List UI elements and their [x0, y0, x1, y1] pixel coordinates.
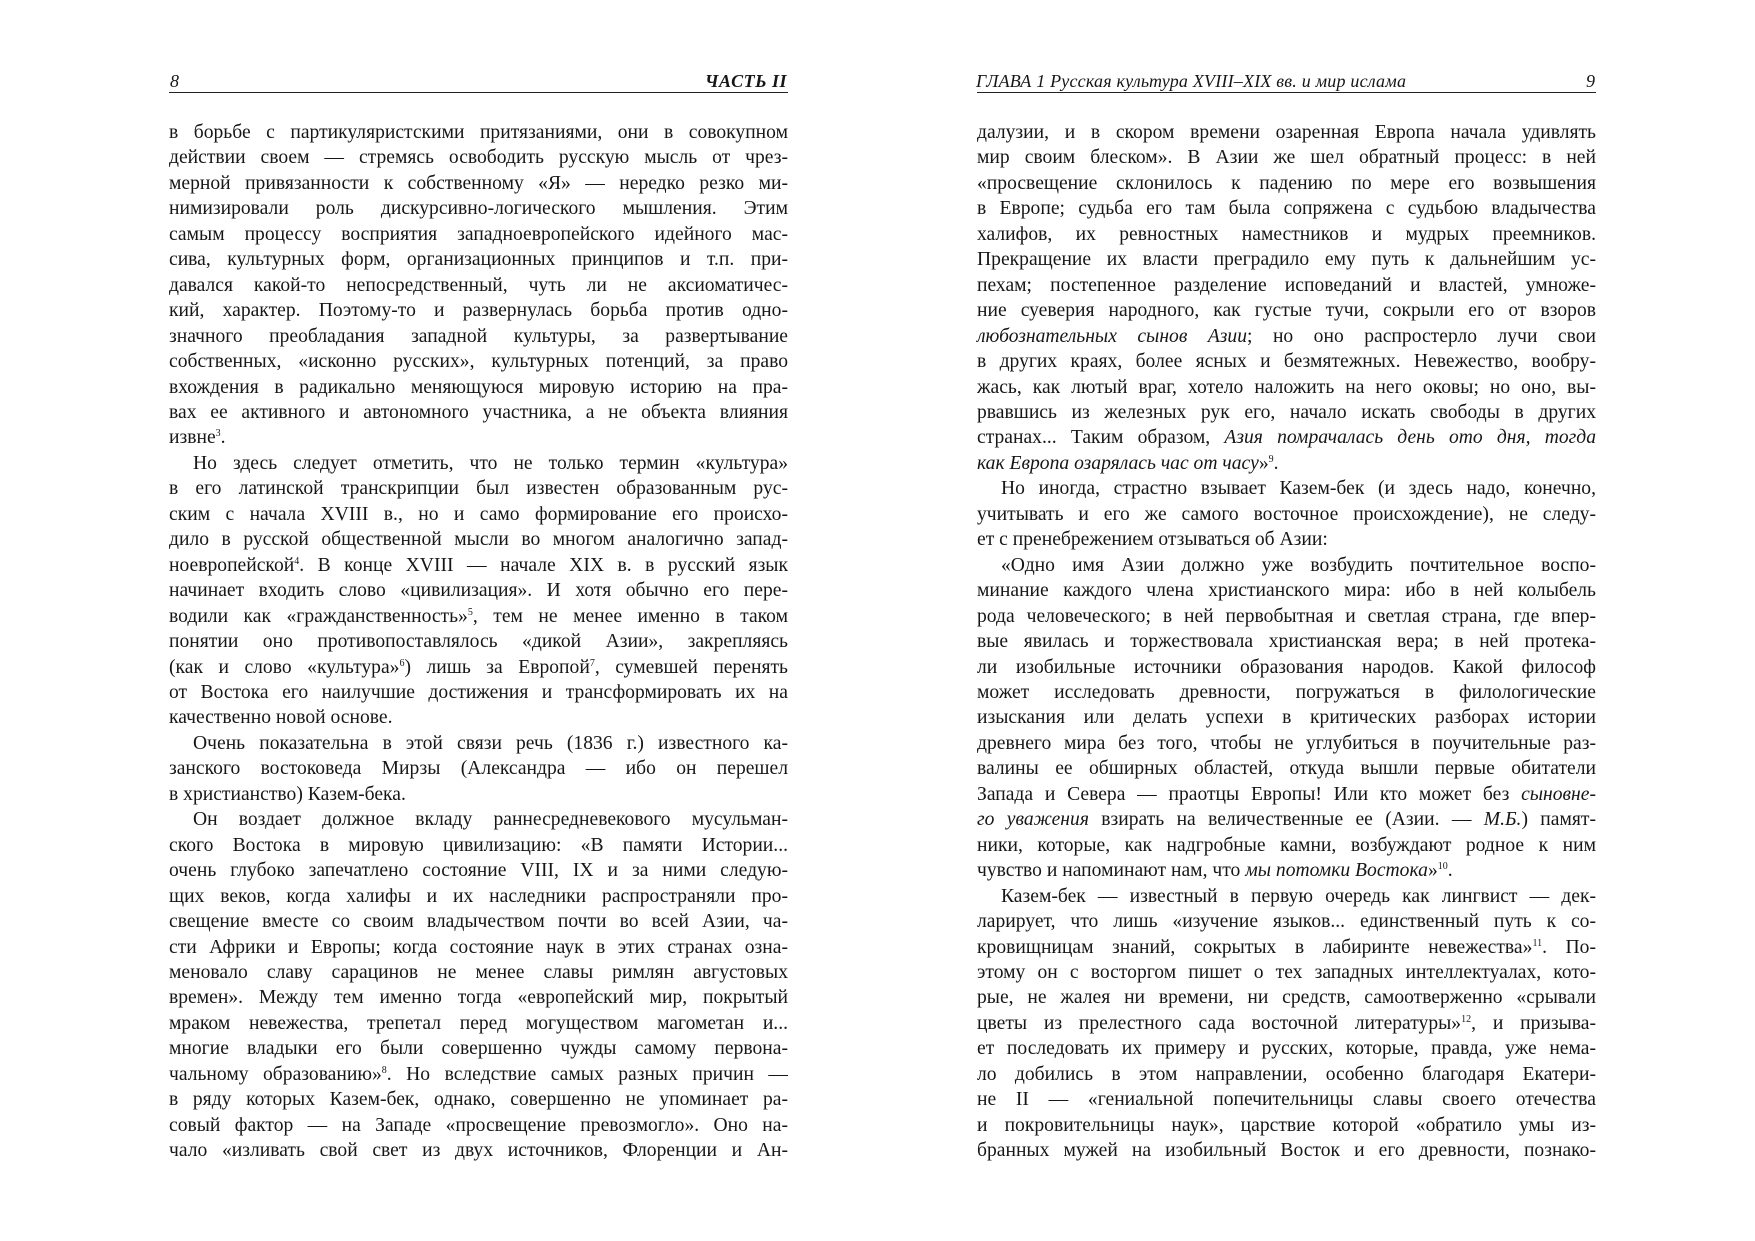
text-line	[977, 1113, 1596, 1138]
text-line	[977, 935, 1596, 960]
line-text: пехам; постепенное разделение исповеданий и властей, умноже-	[977, 274, 1596, 296]
text-line	[169, 705, 788, 730]
line-text: бранных мужей на изобильный Восток и его древности, познако-	[977, 1140, 1596, 1162]
line-text: рые, не жалея ни времени, ни средств, самоотверженно «срывали	[977, 987, 1596, 1009]
footnote-ref: 4	[294, 555, 300, 567]
text-line	[977, 145, 1596, 170]
right-running-header	[977, 62, 1596, 93]
line-text: Прекращение их власти преградило ему путь к дальнейшим ус-	[977, 249, 1596, 271]
footnote-ref: 12	[1461, 1013, 1472, 1025]
line-text: водили как «гражданственность»	[169, 605, 468, 627]
right-page-body	[977, 120, 1596, 1164]
text-line	[977, 705, 1596, 730]
text-line	[169, 731, 788, 756]
line-text: изыскания или делать успехи в критических разборах истории	[977, 707, 1596, 729]
line-text: кровищницам знаний, сокрытых в лабиринте невежества»	[977, 936, 1533, 958]
line-text: в его латинской транскрипции был известен образованным рус-	[169, 478, 788, 500]
line-text: ние суеверия народного, как густые тучи, сокрыли его от взоров	[977, 300, 1596, 322]
footnote-ref: 6	[399, 657, 405, 669]
line-text: в других краях, более ясных и безмятежных. Невежество, вообру-	[977, 351, 1596, 373]
line-text: мир своим блеском». В Азии же шел обратный процесс: в ней	[977, 147, 1596, 169]
text-line	[169, 196, 788, 221]
line-text: .	[1273, 452, 1279, 474]
text-line	[169, 171, 788, 196]
line-text: чувство и напоминают нам, что	[977, 860, 1246, 882]
text-line	[169, 476, 788, 501]
line-text: времен». Между тем именно тогда «европейский мир, покрытый	[169, 987, 788, 1009]
text-line	[169, 935, 788, 960]
text-line	[169, 578, 788, 603]
line-text: , тем не менее именно в таком	[472, 605, 788, 627]
text-line	[169, 807, 788, 832]
line-text: кий, характер. Поэтому-то и развернулась борьба против одно-	[169, 300, 788, 322]
line-text: »	[1258, 452, 1269, 474]
line-text: собственных, «исконно русских», культурных потенций, за право	[169, 351, 788, 373]
text-line	[169, 425, 788, 450]
line-text: минание каждого члена христианского мира: ибо в ней колыбель	[977, 580, 1596, 602]
text-line	[169, 833, 788, 858]
right-header-title: ГЛАВА 1 Русская культура XVIII–XIX вв. и мир ислама	[976, 71, 1407, 91]
text-line	[977, 680, 1596, 705]
line-text: ) лишь за Европой	[404, 656, 590, 678]
text-line	[977, 527, 1596, 552]
line-text: значного преобладания западной культуры, за развертывание	[169, 325, 788, 347]
line-text: . Но вследствие самых разных причин —	[386, 1063, 789, 1085]
text-line	[977, 960, 1596, 985]
line-text: ло добились в этом направлении, особенно благодаря Екатери-	[977, 1063, 1596, 1085]
line-text: »	[1427, 860, 1438, 882]
line-text: Запада и Севера — праотцы Европы! Или кто может без	[977, 783, 1522, 805]
line-text: в борьбе с партикуляристскими притязаниями, они в совокупном	[169, 122, 788, 143]
text-line	[977, 756, 1596, 781]
line-text: ноевропейской	[169, 554, 295, 576]
line-text: сти Африки и Европы; когда состояние наук в этих странах озна-	[169, 936, 788, 958]
line-text: нимизировали роль дискурсивно-логического мышления. Этим	[169, 198, 788, 220]
line-text: (как и слово «культура»	[169, 656, 400, 678]
text-line	[977, 324, 1596, 349]
line-text: .	[1447, 860, 1453, 882]
text-line	[169, 375, 788, 400]
line-text: вые явилась и торжествовала христианская вера; в ней протека-	[977, 631, 1596, 653]
text-line	[977, 298, 1596, 323]
text-line	[169, 324, 788, 349]
line-text: многие владыки его были совершенно чужды самому первона-	[169, 1038, 788, 1060]
line-text: чальному образованию»	[169, 1063, 382, 1085]
line-text: давался какой-то непосредственный, чуть ли не аксиоматичес-	[169, 274, 788, 296]
right-page	[976, 62, 1596, 1162]
italic-text: Азия помрачалась день ото дня, тогда	[1224, 427, 1596, 449]
text-line	[977, 553, 1596, 578]
line-text: Казем-бек — известный в первую очередь как лингвист — дек-	[1001, 885, 1596, 907]
text-line	[977, 451, 1596, 476]
line-text: халифов, их ревностных наместников и мудрых преемников.	[977, 223, 1596, 245]
line-text: извне	[169, 427, 216, 449]
line-text: ет последовать их примеру и русских, которые, правда, уже нема-	[977, 1038, 1596, 1060]
text-line	[977, 120, 1596, 145]
italic-text: М.Б.	[1483, 809, 1522, 831]
text-line	[977, 222, 1596, 247]
line-text: , сумевшей перенять	[594, 656, 788, 678]
text-line	[977, 1036, 1596, 1061]
text-line	[977, 1087, 1596, 1112]
line-text: качественно новой основе.	[169, 707, 393, 729]
right-page-number: 9	[1586, 71, 1595, 91]
line-text: самым процессу восприятия западноевропейского идейного мас-	[169, 223, 788, 245]
text-line	[977, 196, 1596, 221]
line-text: действии своем — стремясь освободить русскую мысль от чрез-	[169, 147, 788, 169]
text-line	[169, 909, 788, 934]
text-line	[169, 629, 788, 654]
text-line	[169, 782, 788, 807]
left-page-body	[169, 120, 788, 1164]
text-line	[169, 400, 788, 425]
line-text: и покровительницы наук», царствие которой «обратило умы из-	[977, 1114, 1596, 1136]
text-line	[977, 171, 1596, 196]
line-text: в христианство) Казем-бека.	[169, 783, 406, 805]
text-line	[977, 1138, 1596, 1163]
text-line	[169, 1138, 788, 1163]
text-line	[169, 1062, 788, 1087]
line-text: понятии оно противопоставлялось «дикой Азии», закрепляясь	[169, 631, 788, 653]
text-line	[977, 1062, 1596, 1087]
line-text: свещение вместе со своим владычеством почти во всей Азии, ча-	[169, 911, 788, 933]
line-text: ли изобильные источники образования народов. Какой философ	[977, 656, 1596, 678]
text-line	[169, 604, 788, 629]
text-line	[169, 960, 788, 985]
text-line	[169, 349, 788, 374]
line-text: в Европе; судьба его там была сопряжена с судьбою владычества	[977, 198, 1596, 220]
line-text: рвавшись из железных рук его, начало искать свободы в других	[977, 401, 1596, 423]
line-text: вах ее активного и автономного участника, а не объекта влияния	[169, 401, 788, 423]
text-line	[169, 145, 788, 170]
text-line	[977, 1011, 1596, 1036]
text-line	[977, 349, 1596, 374]
line-text: меновало славу сарацинов не менее славы римлян августовых	[169, 961, 788, 983]
line-text: в ряду которых Казем-бек, однако, совершенно не упоминает ра-	[169, 1089, 788, 1111]
text-line	[169, 858, 788, 883]
text-line	[977, 400, 1596, 425]
line-text: Но здесь следует отметить, что не только термин «культура»	[193, 452, 788, 474]
line-text: ) памят-	[1521, 809, 1596, 831]
line-text: совый фактор — на Западе «просвещение превозмогло». Оно на-	[169, 1114, 788, 1136]
line-text: чало «изливать свой свет из двух источников, Флоренции и Ан-	[169, 1140, 788, 1162]
line-text: Очень показательна в этой связи речь (1836 г.) известного ка-	[193, 732, 788, 754]
italic-text: го уважения	[977, 809, 1089, 831]
line-text: мраком невежества, трепетал перед могуществом магометан и...	[169, 1012, 788, 1034]
line-text: «Одно имя Азии должно уже возбудить почтительное воспо-	[1001, 554, 1596, 576]
text-line	[977, 425, 1596, 450]
line-text: цветы из прелестного сада восточной литературы»	[977, 1012, 1462, 1034]
line-text: начинает входить слово «цивилизация». И хотя обычно его пере-	[169, 580, 788, 602]
line-text: от Востока его наилучшие достижения и трансформировать их на	[169, 681, 788, 703]
text-line	[977, 909, 1596, 934]
line-text: дило в русской общественной мысли во многом аналогично запад-	[169, 529, 788, 551]
line-text: ского Востока в мировую цивилизацию: «В памяти Истории...	[169, 834, 788, 856]
text-line	[169, 502, 788, 527]
line-text: рода человеческого; в ней первобытная и светлая страна, где впер-	[977, 605, 1596, 627]
text-line	[977, 985, 1596, 1010]
text-line	[169, 655, 788, 680]
line-text: Но иногда, страстно взывает Казем-бек (и здесь надо, конечно,	[1001, 478, 1596, 500]
left-header-title: ЧАСТЬ II	[705, 71, 787, 91]
line-text: , и призыва-	[1471, 1012, 1596, 1034]
text-line	[169, 1036, 788, 1061]
italic-text: любознательных сынов Азии	[977, 325, 1248, 347]
line-text: мерной привязанности к собственному «Я» — нередко резко ми-	[169, 172, 788, 194]
left-page-number: 8	[170, 71, 179, 91]
line-text: валины ее обширных областей, откуда вышли первые обитатели	[977, 758, 1596, 780]
text-line	[977, 375, 1596, 400]
footnote-ref: 9	[1268, 453, 1274, 465]
text-line	[169, 527, 788, 552]
text-line	[169, 1087, 788, 1112]
line-text: занского востоковеда Мирзы (Александра — ибо он перешел	[169, 758, 788, 780]
left-page	[169, 62, 789, 1162]
line-text: щих веков, когда халифы и их наследники распространяли про-	[169, 885, 788, 907]
text-line	[977, 273, 1596, 298]
line-text: ники, которые, как надгробные камни, возбуждают родное к ним	[977, 834, 1596, 856]
text-line	[169, 680, 788, 705]
text-line	[977, 578, 1596, 603]
footnote-ref: 5	[467, 606, 473, 618]
line-text: может исследовать древности, погружаться в филологические	[977, 681, 1596, 703]
line-text: не II — «гениальной попечительницы славы своего отечества	[977, 1089, 1596, 1111]
line-text: ларирует, что лишь «изучение языков... единственный путь к со-	[977, 911, 1596, 933]
text-line	[169, 247, 788, 272]
footnote-ref: 7	[589, 657, 595, 669]
italic-text: мы потомки Востока	[1245, 860, 1428, 882]
line-text: далузии, и в скором времени озаренная Европа начала удивлять	[977, 122, 1596, 143]
line-text: . По-	[1542, 936, 1596, 958]
text-line	[169, 1113, 788, 1138]
text-line	[169, 884, 788, 909]
text-line	[169, 553, 788, 578]
footnote-ref: 8	[381, 1064, 387, 1076]
text-line	[977, 629, 1596, 654]
text-line	[169, 985, 788, 1010]
line-text: .	[220, 427, 226, 449]
footnote-ref: 10	[1437, 861, 1448, 873]
text-line	[169, 1011, 788, 1036]
line-text: учитывать и его же самого восточное происхождение), не следу-	[977, 503, 1596, 525]
text-line	[169, 273, 788, 298]
line-text: «просвещение склонилось к падению по мере его возвышения	[977, 172, 1596, 194]
line-text: ским с начала XVIII в., но и само формирование его происхо-	[169, 503, 788, 525]
text-line	[977, 884, 1596, 909]
line-text: ет с пренебрежением отзываться об Азии:	[977, 529, 1328, 551]
line-text: взирать на величественные ее (Азии. —	[1088, 809, 1484, 831]
text-line	[977, 604, 1596, 629]
text-line	[977, 476, 1596, 501]
text-line	[977, 833, 1596, 858]
footnote-ref: 11	[1532, 937, 1543, 949]
text-line	[977, 247, 1596, 272]
line-text: древнего мира без того, чтобы не углубиться в поучительные раз-	[977, 732, 1596, 754]
footnote-ref: 3	[215, 428, 221, 440]
line-text: ; но оно распростерло лучи свои	[1247, 325, 1596, 347]
line-text: странах... Таким образом,	[977, 427, 1225, 449]
text-line	[169, 756, 788, 781]
text-line	[977, 655, 1596, 680]
line-text: жась, как лютый враг, хотело наложить на него оковы; но оно, вы-	[977, 376, 1596, 398]
text-line	[977, 858, 1596, 883]
line-text: этому он с восторгом пишет о тех западных интеллектуалах, кото-	[977, 961, 1596, 983]
text-line	[169, 451, 788, 476]
italic-text: сыновне-	[1521, 783, 1596, 805]
text-line	[169, 298, 788, 323]
line-text: Он воздает должное вкладу раннесредневекового мусульман-	[193, 809, 788, 831]
left-running-header	[169, 62, 788, 93]
text-line	[977, 782, 1596, 807]
text-line	[977, 731, 1596, 756]
line-text: . В конце XVIII — начале XIX в. в русский язык	[299, 554, 788, 576]
italic-text: как Европа озарялась час от часу	[977, 452, 1259, 474]
text-line	[977, 502, 1596, 527]
line-text: сива, культурных форм, организационных принципов и т.п. при-	[169, 249, 788, 271]
text-line	[169, 120, 788, 145]
line-text: вхождения в радикально меняющуюся мировую историю на пра-	[169, 376, 788, 398]
text-line	[977, 807, 1596, 832]
text-line	[169, 222, 788, 247]
line-text: очень глубоко запечатлено состояние VIII, IX и за ними следую-	[169, 860, 788, 882]
